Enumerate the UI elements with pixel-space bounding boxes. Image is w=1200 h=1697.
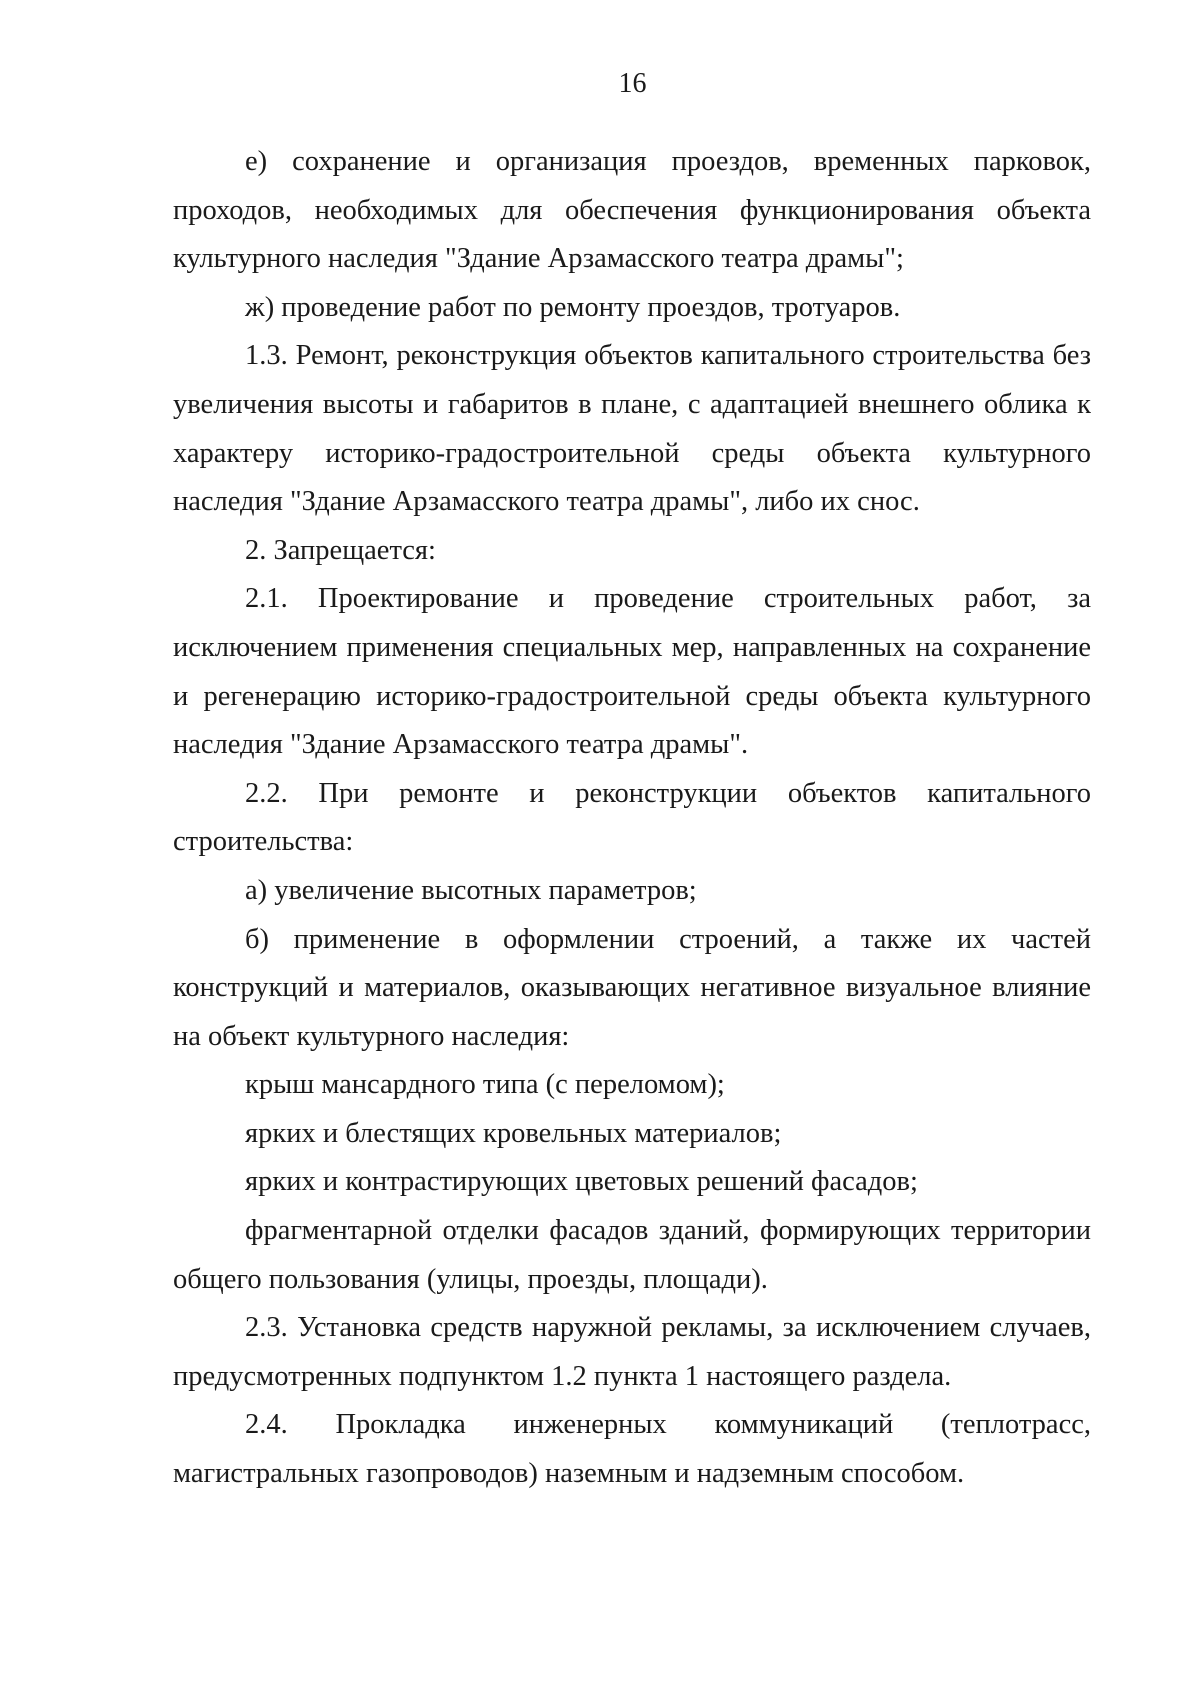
paragraph-2-4: 2.4. Прокладка инженерных коммуникаций (теплотрасс, магистральных газопроводов) наземным и надземным способом.: [173, 1409, 1091, 1490]
paragraph-item-zh: ж) проведение работ по ремонту проездов, тротуаров.: [245, 291, 901, 323]
list-item-facade-colors: ярких и контрастирующих цветовых решений фасадов;: [245, 1166, 918, 1198]
paragraph-2-2: 2.2. При ремонте и реконструкции объектов капитального строительства:: [173, 777, 1091, 858]
paragraph-item-e: е) сохранение и организация проездов, временных парковок, проходов, необходимых для обеспечения функционирования объекта культурного наследия "Здание Арзамасского театра драмы";: [173, 146, 1091, 275]
page-number: 16: [618, 68, 647, 99]
paragraph-2-3: 2.3. Установка средств наружной рекламы, за исключением случаев, предусмотренных подпунктом 1.2 пункта 1 настоящего раздела.: [173, 1312, 1091, 1392]
list-item-roofing-materials: ярких и блестящих кровельных материалов;: [245, 1117, 782, 1149]
document-body: [173, 138, 1091, 1499]
paragraph-1-3: 1.3. Ремонт, реконструкция объектов капитального строительства без увеличения высоты и габаритов в плане, с адаптацией внешнего облика к характеру историко-градостроительной среды объекта культурного наследия "Здание Арзамасского театра драмы", либо их снос.: [173, 340, 1091, 518]
paragraph-2-heading: 2. Запрещается:: [245, 534, 436, 566]
paragraph-item-a: а) увеличение высотных параметров;: [245, 874, 697, 906]
paragraph-item-b: б) применение в оформлении строений, а также их частей конструкций и материалов, оказывающих негативное визуальное влияние на объект культурного наследия:: [173, 923, 1091, 1052]
paragraph-2-1: 2.1. Проектирование и проведение строительных работ, за исключением применения специальных мер, направленных на сохранение и регенерацию историко-градостроительной среды объекта культурного наследия "Здание Арзамасского театра драмы".: [173, 583, 1091, 761]
list-item-roofs: крыш мансардного типа (с переломом);: [245, 1069, 725, 1101]
list-item-facade-finish: фрагментарной отделки фасадов зданий, формирующих территории общего пользования (улицы, проезды, площади).: [173, 1215, 1091, 1295]
